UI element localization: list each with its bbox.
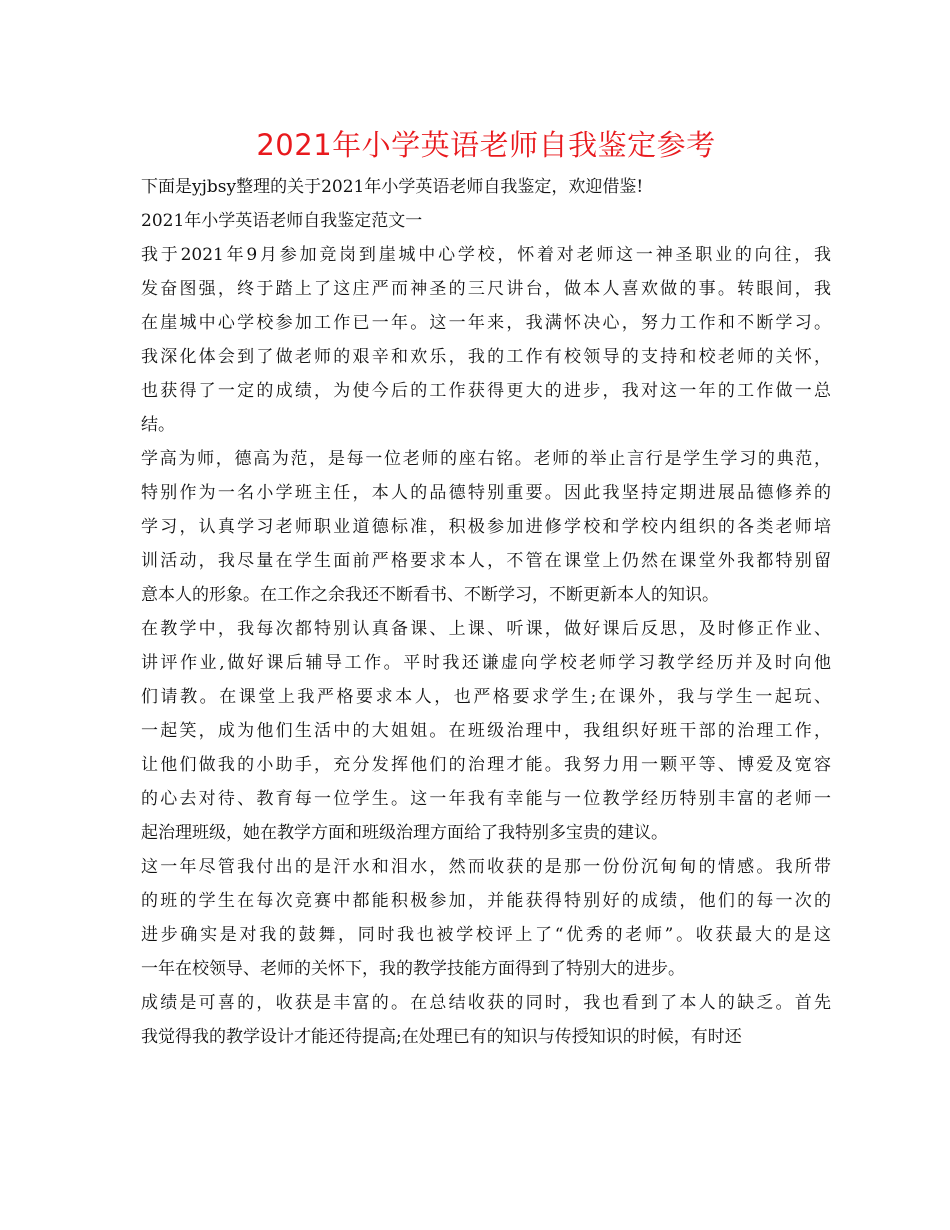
body-paragraph <box>141 442 831 612</box>
paragraph-line: 也获得了一定的成绩，为使今后的工作获得更大的进步，我对这一年的工作做一总 <box>141 381 831 401</box>
paragraph-line: 们请教。在课堂上我严格要求本人，也严格要求学生;在课外，我与学生一起玩、 <box>141 687 831 707</box>
paragraph-line: 特别作为一名小学班主任，本人的品德特别重要。因此我坚持定期进展品德修养的 <box>141 483 831 503</box>
body-paragraph <box>141 850 831 986</box>
paragraph-line: 让他们做我的小助手，充分发挥他们的治理才能。我努力用一颗平等、博爱及宽容 <box>141 755 831 775</box>
body-paragraphs <box>141 238 831 1054</box>
paragraph-line: 在教学中，我每次都特别认真备课、上课、听课，做好课后反思，及时修正作业、 <box>141 619 831 639</box>
paragraph-line: 讲评作业,做好课后辅导工作。平时我还谦虚向学校老师学习教学经历并及时向他 <box>141 653 831 673</box>
body-paragraph <box>141 612 831 850</box>
paragraph-line: 在崖城中心学校参加工作已一年。这一年来，我满怀决心，努力工作和不断学习。 <box>141 313 831 333</box>
paragraph-line: 起治理班级，她在教学方面和班级治理方面给了我特别多宝贵的建议。 <box>141 823 668 843</box>
paragraph-line: 结。 <box>141 415 175 435</box>
document-content <box>141 120 831 1054</box>
paragraph-line: 意本人的形象。在工作之余我还不断看书、不断学习，不断更新本人的知识。 <box>141 585 719 605</box>
paragraph-line: 的心去对待、教育每一位学生。这一年我有幸能与一位教学经历特别丰富的老师一 <box>141 789 831 809</box>
section-heading: 2021年小学英语老师自我鉴定范文一 <box>141 211 423 231</box>
paragraph-line: 训活动，我尽量在学生面前严格要求本人，不管在课堂上仍然在课堂外我都特别留 <box>141 551 831 571</box>
paragraph-line: 我觉得我的教学设计才能还待提高;在处理已有的知识与传授知识的时候，有时还 <box>141 1027 742 1047</box>
paragraph-line: 学习，认真学习老师职业道德标准，积极参加进修学校和学校内组织的各类老师培 <box>141 517 831 537</box>
document-title: 2021年小学英语老师自我鉴定参考 <box>256 128 716 162</box>
paragraph-line: 我深化体会到了做老师的艰辛和欢乐，我的工作有校领导的支持和校老师的关怀， <box>141 347 831 367</box>
body-paragraph <box>141 238 831 442</box>
paragraph-line: 发奋图强，终于踏上了这庄严而神圣的三尺讲台，做本人喜欢做的事。转眼间，我 <box>141 279 831 299</box>
paragraph-line: 学高为师，德高为范，是每一位老师的座右铭。老师的举止言行是学生学习的典范， <box>141 449 831 469</box>
body-paragraph <box>141 986 831 1054</box>
paragraph-line: 一年在校领导、老师的关怀下，我的教学技能方面得到了特别大的进步。 <box>141 959 685 979</box>
paragraph-line: 我于2021年9月参加竞岗到崖城中心学校，怀着对老师这一神圣职业的向往，我 <box>141 245 831 265</box>
paragraph-line: 的班的学生在每次竞赛中都能积极参加，并能获得特别好的成绩，他们的每一次的 <box>141 891 831 911</box>
intro-line: 下面是yjbsy整理的关于2021年小学英语老师自我鉴定，欢迎借鉴! <box>141 177 644 197</box>
paragraph-line: 成绩是可喜的，收获是丰富的。在总结收获的同时，我也看到了本人的缺乏。首先 <box>141 993 831 1013</box>
paragraph-line: 这一年尽管我付出的是汗水和泪水，然而收获的是那一份份沉甸甸的情感。我所带 <box>141 857 831 877</box>
paragraph-line: 一起笑，成为他们生活中的大姐姐。在班级治理中，我组织好班干部的治理工作， <box>141 721 831 741</box>
paragraph-line: 进步确实是对我的鼓舞，同时我也被学校评上了“优秀的老师”。收获最大的是这 <box>141 925 831 945</box>
